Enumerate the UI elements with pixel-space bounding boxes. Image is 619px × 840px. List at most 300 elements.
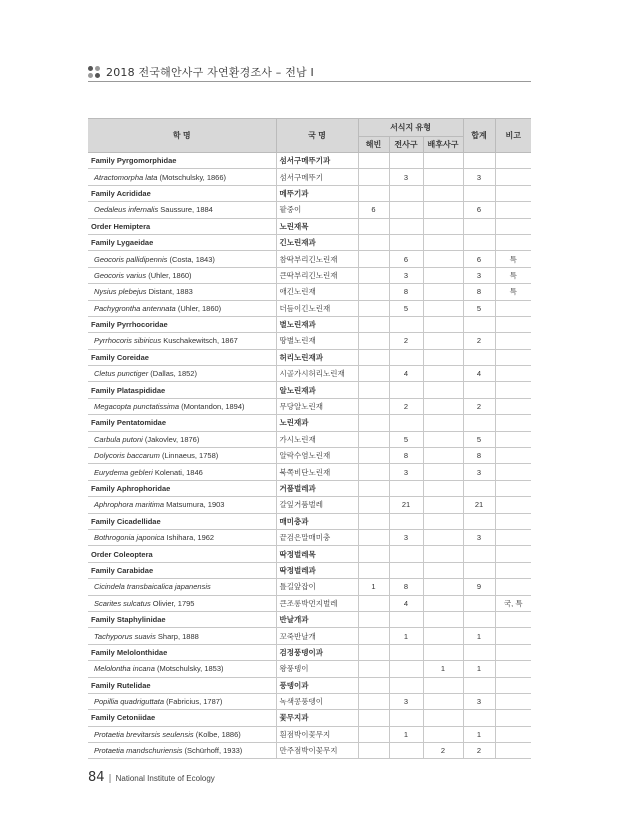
scientific-name-author: Kolenati, 1846 — [152, 467, 203, 477]
scientific-name-italic: Nysius plebejus — [94, 287, 147, 297]
scientific-name-author: Family Carabidae — [91, 565, 154, 575]
note-cell — [495, 579, 531, 595]
col-header-korean: 국 명 — [276, 119, 358, 153]
species-row — [88, 726, 531, 742]
total-cell — [463, 349, 495, 365]
scientific-name-cell — [88, 169, 276, 185]
total-cell — [463, 710, 495, 726]
beach-count-cell — [358, 464, 389, 480]
scientific-name-italic: Scarites sulcatus — [94, 598, 151, 608]
korean-name-cell: 매미충과 — [276, 513, 358, 529]
backdune-count-cell — [423, 628, 463, 644]
scientific-name-author: Family Coreidae — [91, 352, 149, 362]
korean-name-cell: 참딱부리긴노린재 — [276, 251, 358, 267]
scientific-name-author: Ishihara, 1962 — [164, 533, 215, 543]
scientific-name-author: Family Pentatomidae — [91, 418, 167, 428]
beach-count-cell — [358, 316, 389, 332]
backdune-count-cell — [423, 169, 463, 185]
backdune-count-cell — [423, 218, 463, 234]
taxon-group-row — [88, 153, 531, 169]
foredune-count-cell — [389, 546, 423, 562]
total-cell: 8 — [463, 284, 495, 300]
korean-name-cell: 딱정벌레과 — [276, 562, 358, 578]
species-row — [88, 497, 531, 513]
scientific-name-italic: Atractomorpha lata — [94, 172, 158, 182]
korean-name-cell: 노린재과 — [276, 415, 358, 431]
note-cell — [495, 218, 531, 234]
beach-count-cell — [358, 169, 389, 185]
korean-name-cell: 팥중이 — [276, 202, 358, 218]
foredune-count-cell — [389, 677, 423, 693]
foredune-count-cell: 5 — [389, 431, 423, 447]
korean-name-cell: 딱정벌레목 — [276, 546, 358, 562]
total-cell — [463, 153, 495, 169]
backdune-count-cell — [423, 251, 463, 267]
foredune-count-cell — [389, 202, 423, 218]
korean-name-cell: 큰딱부리긴노린재 — [276, 267, 358, 283]
korean-name-cell: 거품벌레과 — [276, 480, 358, 496]
total-cell: 3 — [463, 529, 495, 545]
scientific-name-author: Family Plataspididae — [91, 385, 166, 395]
korean-name-cell: 시골가시허리노린재 — [276, 366, 358, 382]
foredune-count-cell: 2 — [389, 333, 423, 349]
total-cell — [463, 185, 495, 201]
foredune-count-cell — [389, 661, 423, 677]
taxon-group-row — [88, 513, 531, 529]
korean-name-cell: 녹색콩풍뎅이 — [276, 693, 358, 709]
header-divider — [88, 81, 531, 82]
col-header-backdune: 배후사구 — [423, 137, 463, 153]
scientific-name-author: Family Lygaeidae — [91, 238, 154, 248]
foredune-count-cell: 5 — [389, 300, 423, 316]
korean-name-cell: 검정풍뎅이과 — [276, 644, 358, 660]
beach-count-cell — [358, 366, 389, 382]
header-dots-icon — [88, 66, 100, 78]
foredune-count-cell — [389, 415, 423, 431]
col-header-foredune: 전사구 — [389, 137, 423, 153]
total-cell: 3 — [463, 169, 495, 185]
species-row — [88, 284, 531, 300]
total-cell — [463, 611, 495, 627]
beach-count-cell — [358, 562, 389, 578]
species-row — [88, 448, 531, 464]
scientific-name-author: Family Rutelidae — [91, 680, 151, 690]
scientific-name-cell — [88, 366, 276, 382]
scientific-name-cell — [88, 644, 276, 660]
beach-count-cell — [358, 267, 389, 283]
beach-count-cell — [358, 218, 389, 234]
scientific-name-author: (Uhler, 1860) — [175, 303, 222, 313]
backdune-count-cell — [423, 333, 463, 349]
beach-count-cell — [358, 284, 389, 300]
korean-name-cell: 반날개과 — [276, 611, 358, 627]
scientific-name-author: Kuschakewitsch, 1867 — [161, 336, 238, 346]
beach-count-cell — [358, 743, 389, 759]
note-cell — [495, 366, 531, 382]
korean-name-cell: 큰조롱박먼지벌레 — [276, 595, 358, 611]
scientific-name-cell — [88, 316, 276, 332]
backdune-count-cell — [423, 284, 463, 300]
note-cell — [495, 202, 531, 218]
korean-name-cell: 알락수염노린재 — [276, 448, 358, 464]
backdune-count-cell — [423, 153, 463, 169]
total-cell: 3 — [463, 464, 495, 480]
foredune-count-cell — [389, 513, 423, 529]
backdune-count-cell — [423, 546, 463, 562]
species-row — [88, 202, 531, 218]
scientific-name-author: Family Pyrgomorphidae — [91, 156, 177, 166]
korean-name-cell: 무당알노린재 — [276, 398, 358, 414]
backdune-count-cell — [423, 234, 463, 250]
beach-count-cell — [358, 644, 389, 660]
korean-name-cell: 갈잎거품벌레 — [276, 497, 358, 513]
foredune-count-cell: 4 — [389, 366, 423, 382]
beach-count-cell — [358, 234, 389, 250]
foredune-count-cell: 21 — [389, 497, 423, 513]
foredune-count-cell — [389, 611, 423, 627]
beach-count-cell — [358, 382, 389, 398]
scientific-name-cell — [88, 415, 276, 431]
backdune-count-cell: 1 — [423, 661, 463, 677]
page-footer — [88, 770, 215, 785]
scientific-name-author: Family Acrididae — [91, 188, 151, 198]
taxon-group-row — [88, 218, 531, 234]
total-cell: 3 — [463, 693, 495, 709]
total-cell: 3 — [463, 267, 495, 283]
scientific-name-cell — [88, 743, 276, 759]
korean-name-cell: 더듬이긴노린재 — [276, 300, 358, 316]
backdune-count-cell — [423, 415, 463, 431]
taxon-group-row — [88, 644, 531, 660]
korean-name-cell: 별노린재과 — [276, 316, 358, 332]
col-header-habitat-group: 서식지 유형 — [358, 119, 463, 137]
scientific-name-italic: Megacopta punctatissima — [94, 402, 180, 412]
scientific-name-italic: Geocoris pallidipennis — [94, 254, 168, 264]
beach-count-cell — [358, 529, 389, 545]
scientific-name-cell — [88, 628, 276, 644]
beach-count-cell — [358, 185, 389, 201]
korean-name-cell: 허리노린재과 — [276, 349, 358, 365]
note-cell — [495, 448, 531, 464]
scientific-name-italic: Carbula putoni — [94, 434, 143, 444]
foredune-count-cell — [389, 644, 423, 660]
col-header-beach: 해빈 — [358, 137, 389, 153]
scientific-name-author: (Kolbe, 1886) — [193, 729, 241, 739]
korean-name-cell: 꽃무지과 — [276, 710, 358, 726]
scientific-name-cell — [88, 464, 276, 480]
korean-name-cell: 애긴노린재 — [276, 284, 358, 300]
korean-name-cell: 북쪽비단노린재 — [276, 464, 358, 480]
backdune-count-cell — [423, 579, 463, 595]
note-cell — [495, 743, 531, 759]
species-row — [88, 366, 531, 382]
scientific-name-author: (Montandon, 1894) — [179, 402, 245, 412]
note-cell — [495, 316, 531, 332]
page-number: 84 — [88, 770, 105, 785]
species-row — [88, 300, 531, 316]
note-cell — [495, 546, 531, 562]
species-row — [88, 431, 531, 447]
total-cell: 8 — [463, 448, 495, 464]
note-cell — [495, 480, 531, 496]
beach-count-cell — [358, 497, 389, 513]
scientific-name-cell — [88, 251, 276, 267]
total-cell — [463, 513, 495, 529]
beach-count-cell — [358, 595, 389, 611]
note-cell — [495, 333, 531, 349]
total-cell — [463, 644, 495, 660]
footer-separator: | — [108, 774, 112, 784]
korean-name-cell: 메뚜기과 — [276, 185, 358, 201]
scientific-name-cell — [88, 693, 276, 709]
scientific-name-italic: Melolontha incana — [94, 664, 155, 674]
species-row — [88, 398, 531, 414]
foredune-count-cell: 1 — [389, 726, 423, 742]
backdune-count-cell — [423, 464, 463, 480]
note-cell — [495, 169, 531, 185]
scientific-name-italic: Protaetia brevitarsis seulensis — [94, 729, 194, 739]
species-row — [88, 464, 531, 480]
backdune-count-cell — [423, 431, 463, 447]
korean-name-cell: 끝검은말매미충 — [276, 529, 358, 545]
foredune-count-cell: 3 — [389, 693, 423, 709]
total-cell: 1 — [463, 726, 495, 742]
foredune-count-cell: 8 — [389, 284, 423, 300]
korean-name-cell: 섬서구메뚜기 — [276, 169, 358, 185]
backdune-count-cell — [423, 529, 463, 545]
scientific-name-italic: Popillia quadriguttata — [94, 697, 165, 707]
backdune-count-cell — [423, 316, 463, 332]
total-cell: 5 — [463, 300, 495, 316]
scientific-name-italic: Geocoris varius — [94, 270, 147, 280]
scientific-name-italic: Cletus punctiger — [94, 369, 149, 379]
note-cell — [495, 153, 531, 169]
korean-name-cell: 땅별노린재 — [276, 333, 358, 349]
backdune-count-cell — [423, 644, 463, 660]
foredune-count-cell — [389, 382, 423, 398]
total-cell — [463, 316, 495, 332]
species-row — [88, 661, 531, 677]
foredune-count-cell — [389, 153, 423, 169]
note-cell — [495, 726, 531, 742]
scientific-name-author: (Schürhoff, 1933) — [182, 746, 243, 756]
korean-name-cell: 긴노린재과 — [276, 234, 358, 250]
scientific-name-italic: Eurydema gebleri — [94, 467, 153, 477]
species-row — [88, 529, 531, 545]
foredune-count-cell: 3 — [389, 529, 423, 545]
note-cell — [495, 234, 531, 250]
backdune-count-cell — [423, 349, 463, 365]
scientific-name-cell — [88, 661, 276, 677]
foredune-count-cell — [389, 743, 423, 759]
beach-count-cell — [358, 251, 389, 267]
backdune-count-cell — [423, 267, 463, 283]
scientific-name-author: Sharp, 1888 — [155, 631, 199, 641]
beach-count-cell — [358, 300, 389, 316]
total-cell — [463, 677, 495, 693]
backdune-count-cell — [423, 480, 463, 496]
scientific-name-cell — [88, 333, 276, 349]
scientific-name-cell — [88, 595, 276, 611]
header-title: 2018 전국해안사구 자연환경조사 – 전남 I — [106, 66, 314, 79]
foredune-count-cell: 4 — [389, 595, 423, 611]
beach-count-cell — [358, 513, 389, 529]
note-cell — [495, 398, 531, 414]
note-cell — [495, 431, 531, 447]
scientific-name-cell — [88, 529, 276, 545]
scientific-name-cell — [88, 448, 276, 464]
backdune-count-cell — [423, 595, 463, 611]
foredune-count-cell: 6 — [389, 251, 423, 267]
species-row — [88, 595, 531, 611]
korean-name-cell: 흰점박이꽃무지 — [276, 726, 358, 742]
col-header-note: 비고 — [495, 119, 531, 153]
taxon-group-row — [88, 677, 531, 693]
note-cell — [495, 628, 531, 644]
scientific-name-italic: Oedaleus infernalis — [94, 205, 159, 215]
total-cell: 1 — [463, 661, 495, 677]
backdune-count-cell — [423, 366, 463, 382]
scientific-name-author: Olivier, 1795 — [150, 598, 195, 608]
note-cell — [495, 611, 531, 627]
scientific-name-author: Family Staphylinidae — [91, 615, 166, 625]
taxon-group-row — [88, 349, 531, 365]
scientific-name-cell — [88, 185, 276, 201]
species-table — [88, 118, 531, 759]
species-row — [88, 333, 531, 349]
scientific-name-cell — [88, 513, 276, 529]
scientific-name-cell — [88, 431, 276, 447]
note-cell — [495, 661, 531, 677]
scientific-name-author: (Dallas, 1852) — [148, 369, 197, 379]
foredune-count-cell: 8 — [389, 579, 423, 595]
scientific-name-cell — [88, 300, 276, 316]
note-cell — [495, 185, 531, 201]
scientific-name-author: Family Cetoniidae — [91, 713, 156, 723]
scientific-name-cell — [88, 398, 276, 414]
foredune-count-cell: 1 — [389, 628, 423, 644]
beach-count-cell — [358, 431, 389, 447]
note-cell — [495, 349, 531, 365]
korean-name-cell: 틀길앞잡이 — [276, 579, 358, 595]
beach-count-cell — [358, 661, 389, 677]
total-cell: 5 — [463, 431, 495, 447]
foredune-count-cell — [389, 316, 423, 332]
scientific-name-italic: Protaetia mandschuriensis — [94, 746, 183, 756]
total-cell — [463, 546, 495, 562]
backdune-count-cell — [423, 726, 463, 742]
species-row — [88, 743, 531, 759]
scientific-name-cell — [88, 677, 276, 693]
scientific-name-cell — [88, 202, 276, 218]
taxon-group-row — [88, 480, 531, 496]
total-cell: 2 — [463, 398, 495, 414]
note-cell — [495, 529, 531, 545]
scientific-name-cell — [88, 234, 276, 250]
korean-name-cell: 가시노린재 — [276, 431, 358, 447]
beach-count-cell — [358, 726, 389, 742]
note-cell — [495, 710, 531, 726]
scientific-name-cell — [88, 480, 276, 496]
beach-count-cell — [358, 333, 389, 349]
scientific-name-cell — [88, 153, 276, 169]
backdune-count-cell — [423, 611, 463, 627]
note-cell — [495, 464, 531, 480]
total-cell — [463, 562, 495, 578]
scientific-name-italic: Aphrophora maritima — [94, 500, 165, 510]
col-header-scientific: 학 명 — [88, 119, 276, 153]
page-header — [88, 64, 314, 80]
total-cell: 1 — [463, 628, 495, 644]
species-row — [88, 267, 531, 283]
note-cell — [495, 513, 531, 529]
note-cell — [495, 415, 531, 431]
scientific-name-author: Distant, 1883 — [146, 287, 193, 297]
taxon-group-row — [88, 185, 531, 201]
scientific-name-cell — [88, 497, 276, 513]
foredune-count-cell: 3 — [389, 464, 423, 480]
scientific-name-author: Family Aphrophoridae — [91, 484, 171, 493]
taxon-group-row — [88, 546, 531, 562]
foredune-count-cell — [389, 349, 423, 365]
foredune-count-cell — [389, 234, 423, 250]
backdune-count-cell — [423, 448, 463, 464]
species-row — [88, 169, 531, 185]
footer-institute: National Institute of Ecology — [115, 774, 215, 783]
total-cell — [463, 234, 495, 250]
total-cell — [463, 382, 495, 398]
scientific-name-author: (Costa, 1843) — [167, 254, 215, 264]
beach-count-cell — [358, 628, 389, 644]
taxon-group-row — [88, 611, 531, 627]
scientific-name-italic: Pachygrontha antennata — [94, 303, 176, 313]
total-cell — [463, 218, 495, 234]
note-cell — [495, 677, 531, 693]
note-cell: 특 — [495, 251, 531, 267]
scientific-name-author: Matsumura, 1903 — [164, 500, 225, 510]
backdune-count-cell — [423, 202, 463, 218]
korean-name-cell: 섬서구메뚜기과 — [276, 153, 358, 169]
foredune-count-cell: 2 — [389, 398, 423, 414]
scientific-name-author: Order Coleoptera — [91, 549, 153, 559]
backdune-count-cell — [423, 710, 463, 726]
note-cell — [495, 693, 531, 709]
scientific-name-author: (Linnaeus, 1758) — [159, 451, 219, 461]
scientific-name-cell — [88, 218, 276, 234]
scientific-name-author: Family Melolonthidae — [91, 647, 168, 657]
total-cell — [463, 415, 495, 431]
taxon-group-row — [88, 562, 531, 578]
total-cell: 9 — [463, 579, 495, 595]
scientific-name-italic: Tachyporus suavis — [94, 631, 156, 641]
scientific-name-italic: Bothrogonia japonica — [94, 533, 165, 543]
foredune-count-cell: 3 — [389, 267, 423, 283]
foredune-count-cell — [389, 480, 423, 496]
beach-count-cell — [358, 693, 389, 709]
backdune-count-cell — [423, 382, 463, 398]
total-cell: 2 — [463, 743, 495, 759]
beach-count-cell — [358, 398, 389, 414]
backdune-count-cell — [423, 677, 463, 693]
note-cell — [495, 300, 531, 316]
total-cell: 6 — [463, 251, 495, 267]
taxon-group-row — [88, 316, 531, 332]
foredune-count-cell — [389, 218, 423, 234]
beach-count-cell — [358, 710, 389, 726]
note-cell: 국, 특 — [495, 595, 531, 611]
foredune-count-cell — [389, 562, 423, 578]
scientific-name-cell — [88, 349, 276, 365]
